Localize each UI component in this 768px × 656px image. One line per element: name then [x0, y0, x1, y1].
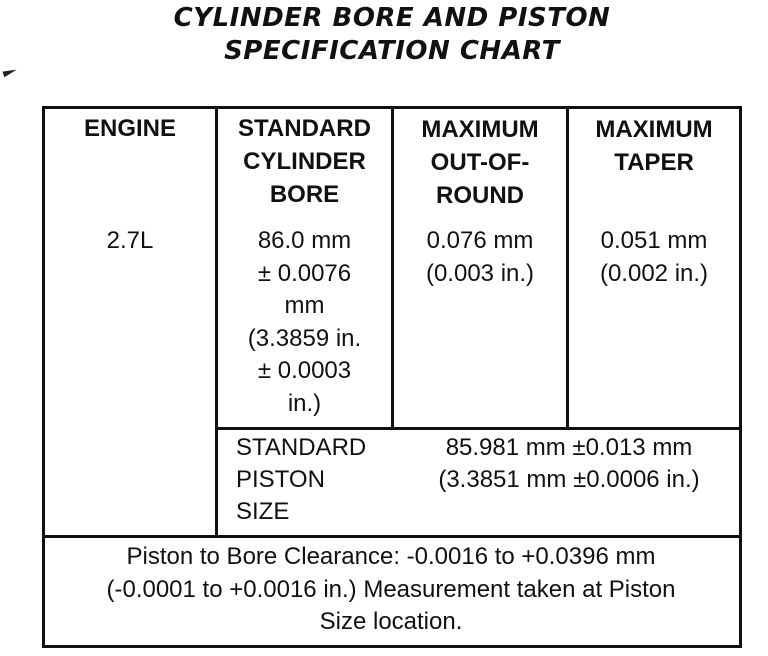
bore-value-line-3: mm [284, 292, 325, 319]
divider-piston-row-top [215, 427, 742, 430]
header-bore-line-3: BORE [269, 181, 340, 208]
piston-label-line-3: SIZE [236, 498, 290, 525]
header-taper-line-1: MAXIMUM [595, 116, 713, 143]
piston-value-line-1: 85.981 mm ±0.013 mm [445, 434, 693, 461]
cell-engine [45, 225, 215, 258]
bore-value-line-4: (3.3859 in. [247, 324, 362, 352]
header-maximum-out-of-round [394, 113, 566, 212]
note-line-2: (-0.0001 to +0.0016 in.) Measurement taken at Piston [106, 575, 676, 603]
header-bore-line-1: STANDARD [238, 115, 371, 142]
header-bore-line-2: CYLINDER [243, 148, 366, 175]
header-maximum-taper [569, 113, 739, 179]
margin-mark [2, 67, 17, 77]
header-standard-cylinder-bore [218, 112, 391, 211]
piston-value-line-2: (3.3851 mm ±0.0006 in.) [438, 466, 700, 493]
bore-value-line-2: ± 0.0076 [257, 259, 352, 287]
note-line-3: Size location. [319, 608, 463, 635]
cell-maximum-taper [569, 225, 739, 290]
divider-note-row-top [42, 535, 742, 538]
bore-value-line-5: ± 0.0003 [257, 357, 352, 384]
piston-label-line-2: PISTON [236, 466, 325, 493]
out-of-round-value-line-1: 0.076 mm [426, 227, 534, 254]
taper-value-line-1: 0.051 mm [600, 227, 708, 254]
table-border-bottom [42, 645, 742, 648]
bore-value-line-1: 86.0 mm [257, 227, 352, 254]
chart-title-line-1: CYLINDER BORE AND PISTON [173, 3, 611, 33]
cell-maximum-out-of-round [394, 225, 566, 290]
header-taper-line-2: TAPER [614, 149, 694, 176]
standard-piston-size-value [404, 432, 734, 496]
taper-value-line-2: (0.002 in.) [599, 259, 709, 287]
note-line-1: Piston to Bore Clearance: -0.0016 to +0.0396 mm [126, 543, 656, 570]
out-of-round-value-line-2: (0.003 in.) [425, 259, 535, 287]
header-engine-line: ENGINE [83, 115, 176, 142]
header-out-of-round-line-1: MAXIMUM [421, 116, 539, 143]
piston-label-line-1: STANDARD [236, 434, 367, 461]
standard-piston-size-label [236, 432, 406, 528]
cell-standard-cylinder-bore [218, 225, 391, 420]
engine-value: 2.7L [106, 227, 154, 254]
piston-to-bore-clearance-note [42, 541, 740, 639]
header-engine [45, 112, 215, 145]
header-out-of-round-line-2: OUT-OF- [430, 149, 530, 176]
header-out-of-round-line-3: ROUND [436, 182, 524, 209]
chart-title-line-2: SPECIFICATION CHART [224, 36, 560, 66]
bore-value-line-6: in.) [287, 389, 322, 417]
